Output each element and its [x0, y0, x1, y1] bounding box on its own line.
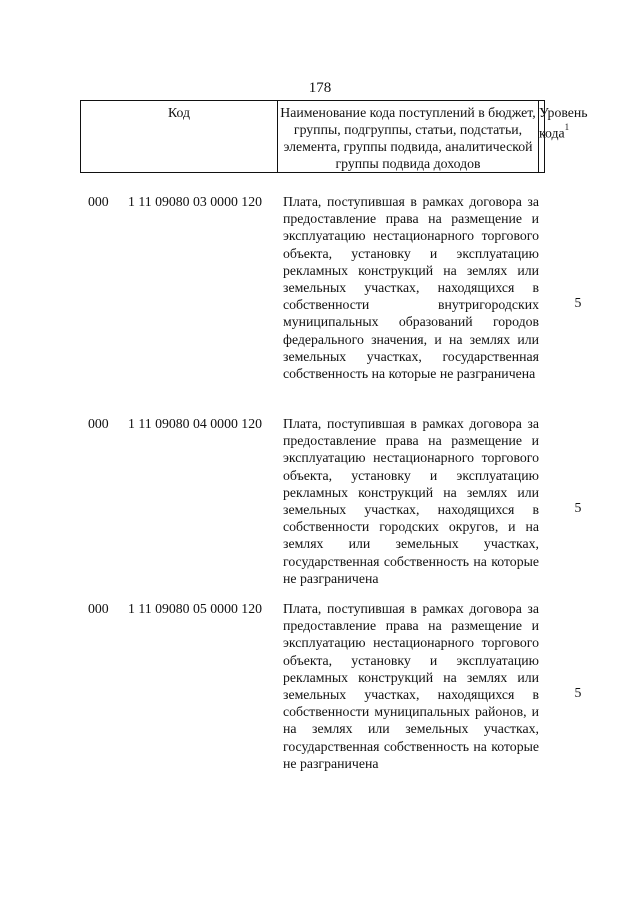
header-code: Код: [81, 101, 278, 173]
page-number: 178: [308, 80, 332, 96]
header-name: Наименование кода поступлений в бюджет, группы, подгруппы, статьи, подстатьи, элемента, группы подвида, аналитической группы подвида доходов: [278, 101, 539, 173]
header-level-footnote: 1: [564, 122, 570, 132]
admin-code: 000: [88, 601, 109, 616]
code-level: 5: [574, 685, 582, 700]
header-level-cell: [539, 101, 588, 173]
income-code: 1 11 09080 03 0000 120: [128, 194, 263, 209]
admin-code: 000: [88, 416, 109, 431]
admin-code: 000: [88, 194, 109, 209]
income-code: 1 11 09080 05 0000 120: [128, 601, 263, 616]
income-name: Плата, поступившая в рамках договора за предоставление права на размещение и эксплуатацию нестационарного торгового объекта, установку и эксплуатацию рекламных конструкций на землях или земельных участках, находящихся в собственности муниципальных районов, и на землях или земельных участках, государственная собственность на которые не разграничена: [283, 601, 539, 771]
code-level: 5: [574, 500, 582, 515]
table-header: [80, 100, 588, 173]
header-level: Уровень кода: [539, 105, 588, 141]
income-code: 1 11 09080 04 0000 120: [128, 416, 263, 431]
income-name: Плата, поступившая в рамках договора за предоставление права на размещение и эксплуатацию нестационарного торгового объекта, установку и эксплуатацию рекламных конструкций на землях или земельных участках, находящихся в собственности городских округов, и на землях или земельных участках, государственная собственность на которые не разграничена: [283, 416, 539, 586]
code-level: 5: [574, 295, 582, 310]
income-name: Плата, поступившая в рамках договора за предоставление права на размещение и эксплуатацию нестационарного торгового объекта, установку и эксплуатацию рекламных конструкций на землях или земельных участках, находящихся в собственности внутригородских муниципальных образований городов федерального значения, и на землях или земельных участках, государственная собственность на которые не разграничена: [283, 194, 539, 382]
